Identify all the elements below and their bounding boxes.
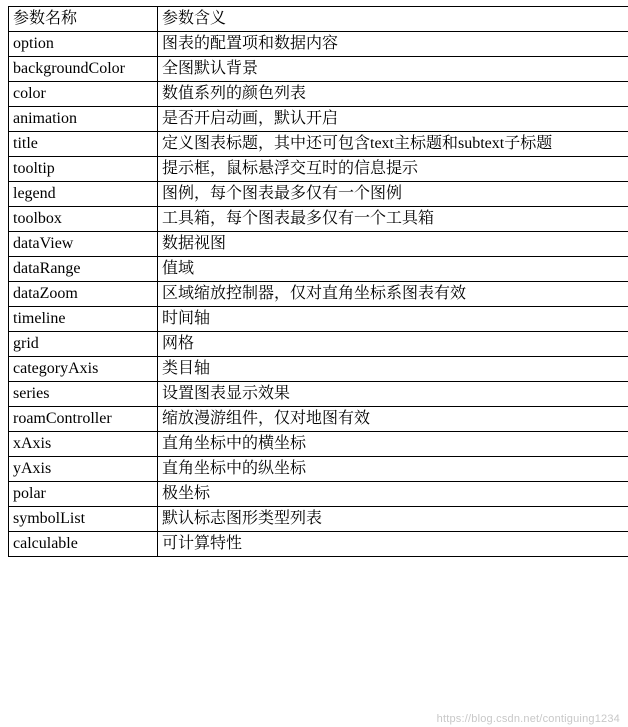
table-cell-name: polar [9,482,158,507]
table-cell-desc: 是否开启动画，默认开启 [158,107,628,132]
table-cell-name: title [9,132,158,157]
table-cell-desc: 极坐标 [158,482,628,507]
table-cell-name: option [9,32,158,57]
table-cell-desc: 定义图表标题，其中还可包含text主标题和subtext子标题 [158,132,628,157]
table-cell-name: grid [9,332,158,357]
table-cell-desc: 数据视图 [158,232,628,257]
table-row [9,207,628,232]
table-cell-desc: 时间轴 [158,307,628,332]
table-row [9,232,628,257]
table-row [9,32,628,57]
table-cell-name: dataZoom [9,282,158,307]
table-cell-name: color [9,82,158,107]
table-cell-name: dataRange [9,257,158,282]
table-cell-name: toolbox [9,207,158,232]
table-body [9,7,628,557]
table-cell-desc: 图表的配置项和数据内容 [158,32,628,57]
table-cell-desc: 工具箱，每个图表最多仅有一个工具箱 [158,207,628,232]
table-cell-desc: 数值系列的颜色列表 [158,82,628,107]
table-cell-name: categoryAxis [9,357,158,382]
table-cell-name: 参数名称 [9,7,158,32]
table-row [9,57,628,82]
table-cell-name: xAxis [9,432,158,457]
table-row [9,257,628,282]
table-cell-desc: 图例，每个图表最多仅有一个图例 [158,182,628,207]
table-row [9,157,628,182]
table-cell-desc: 可计算特性 [158,532,628,557]
table-row [9,7,628,32]
table-cell-name: yAxis [9,457,158,482]
table-row [9,407,628,432]
table-row [9,482,628,507]
watermark-text: https://blog.csdn.net/contiguing1234 [436,713,620,725]
table-cell-desc: 区域缩放控制器，仅对直角坐标系图表有效 [158,282,628,307]
table-row [9,132,628,157]
table-row [9,457,628,482]
table-cell-name: tooltip [9,157,158,182]
table-row [9,532,628,557]
table-cell-name: series [9,382,158,407]
table-row [9,432,628,457]
table-cell-desc: 提示框，鼠标悬浮交互时的信息提示 [158,157,628,182]
table-cell-desc: 默认标志图形类型列表 [158,507,628,532]
table-cell-name: backgroundColor [9,57,158,82]
table-row [9,307,628,332]
table-row [9,507,628,532]
table-cell-name: roamController [9,407,158,432]
table-row [9,107,628,132]
table-cell-desc: 值域 [158,257,628,282]
table-cell-name: timeline [9,307,158,332]
table-cell-desc: 全图默认背景 [158,57,628,82]
table-cell-name: calculable [9,532,158,557]
table-cell-name: dataView [9,232,158,257]
table-row [9,332,628,357]
parameter-table-container [8,6,620,557]
table-row [9,82,628,107]
table-cell-name: legend [9,182,158,207]
table-cell-desc: 直角坐标中的横坐标 [158,432,628,457]
table-cell-desc: 网格 [158,332,628,357]
table-cell-desc: 类目轴 [158,357,628,382]
table-cell-name: animation [9,107,158,132]
table-cell-desc: 参数含义 [158,7,628,32]
table-cell-name: symbolList [9,507,158,532]
table-cell-desc: 设置图表显示效果 [158,382,628,407]
table-row [9,282,628,307]
table-row [9,182,628,207]
table-row [9,382,628,407]
table-cell-desc: 缩放漫游组件，仅对地图有效 [158,407,628,432]
parameter-table [8,6,628,557]
table-row [9,357,628,382]
table-cell-desc: 直角坐标中的纵坐标 [158,457,628,482]
